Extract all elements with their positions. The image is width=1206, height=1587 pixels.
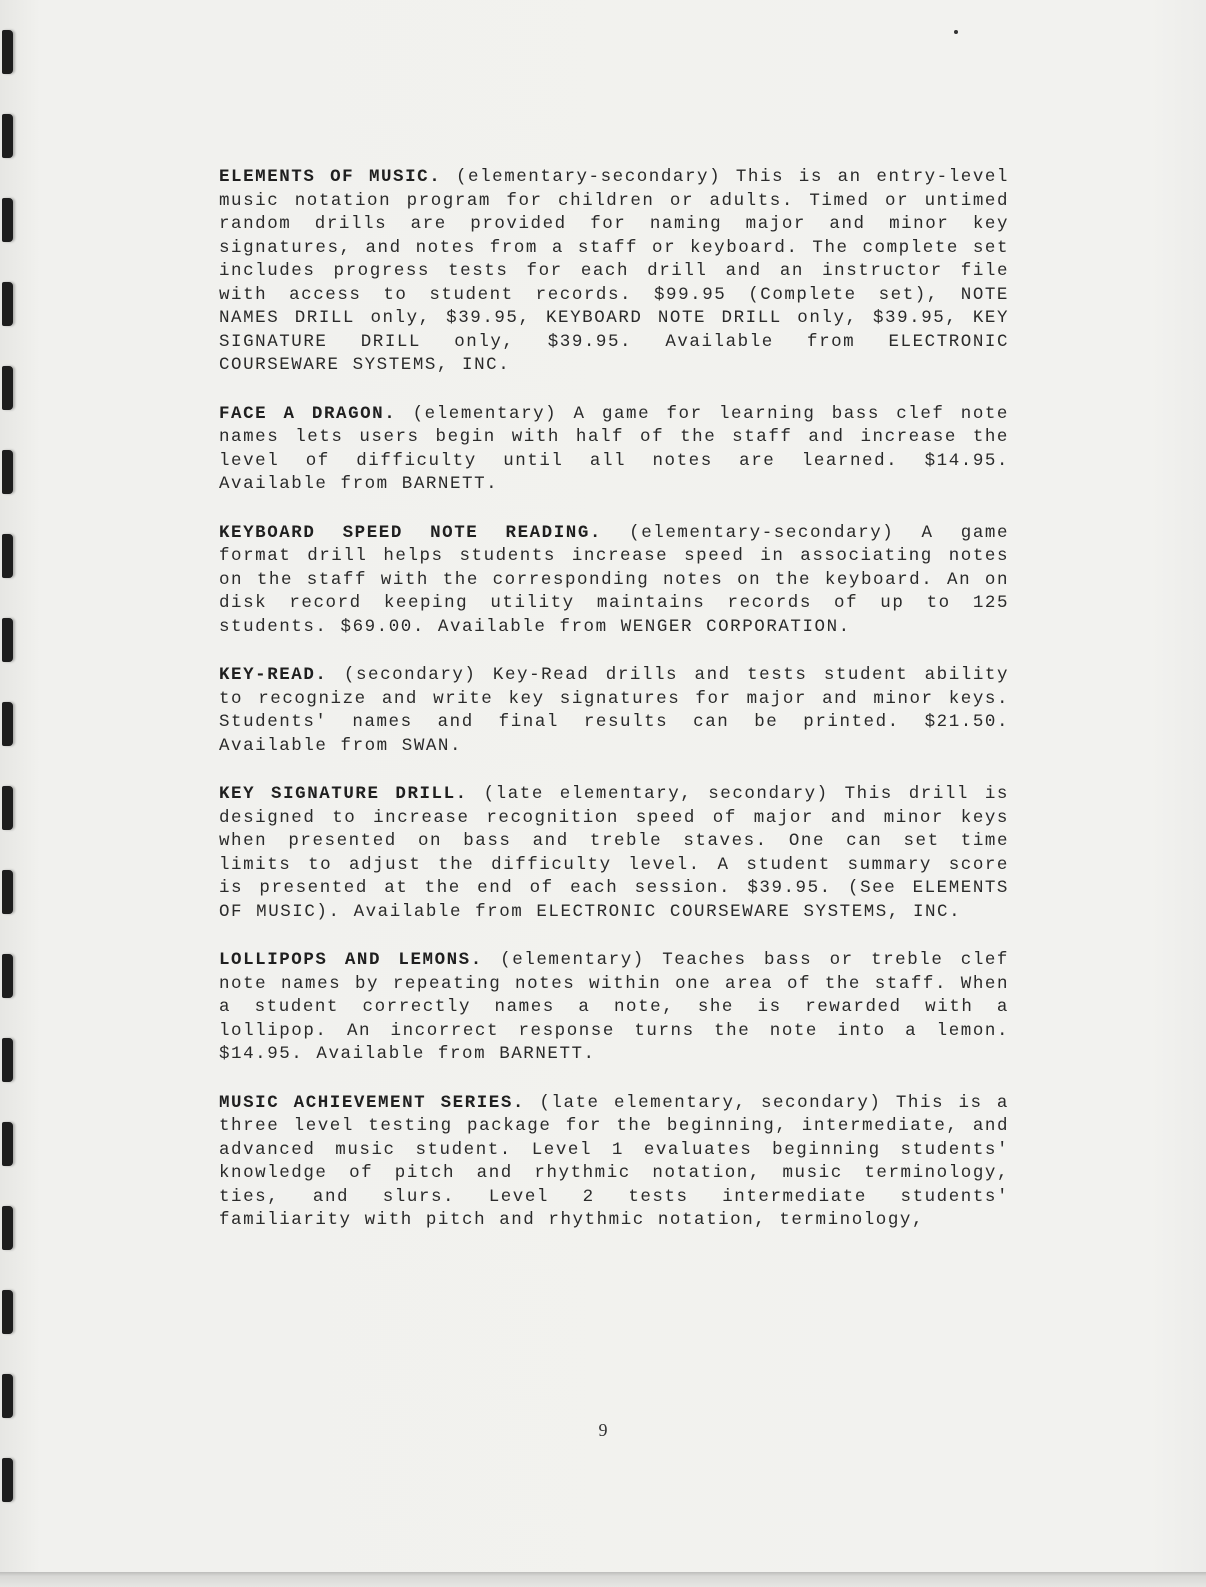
entry-paragraph xyxy=(219,949,1009,1067)
software-entry xyxy=(219,522,1009,640)
binding-hole xyxy=(2,1374,13,1418)
binding-hole xyxy=(2,534,13,578)
software-entry xyxy=(219,949,1009,1067)
binding-hole xyxy=(2,786,13,830)
entry-text: (elementary-secondary) This is an entry-level music notation program for children or adults. Timed or untimed random drills are provided for naming major and minor key signatures, and notes from a staff or keyboard. The complete set includes progress tests for each drill and an instructor file with access to student records. $99.95 (Complete set), NOTE NAMES DRILL only, $39.95, KEYBOARD NOTE DRILL only, $39.95, KEY SIGNATURE DRILL only, $39.95. Available from ELECTRONIC COURSEWARE SYSTEMS, INC. xyxy=(219,167,1009,375)
entry-title: KEY SIGNATURE DRILL. xyxy=(219,784,468,804)
binding-hole xyxy=(2,114,13,158)
binding-hole xyxy=(2,954,13,998)
entry-title: FACE A DRAGON. xyxy=(219,403,397,424)
binding-hole xyxy=(2,366,13,410)
binding-hole xyxy=(2,282,13,326)
document-body xyxy=(219,166,1009,1258)
entry-paragraph xyxy=(219,1092,1009,1233)
entry-title: KEYBOARD SPEED NOTE READING. xyxy=(219,522,602,543)
software-entry xyxy=(219,403,1009,497)
binding-hole xyxy=(2,1290,13,1334)
binding-hole xyxy=(2,30,13,74)
entry-text: (late elementary, secondary) This drill is designed to increase recognition speed of major and minor keys when presented on bass and treble staves. One can set time limits to adjust the difficulty level. A student summary score is presented at the end of each session. $39.95. (See ELEMENTS OF MUSIC). Available from ELECTRONIC COURSEWARE SYSTEMS, INC. xyxy=(219,784,1009,922)
binding-hole xyxy=(2,702,13,746)
entry-text: (elementary) A game for learning bass clef note names lets users begin with half of the staff and increase the level of difficulty until all notes are learned. $14.95. Available from BARNETT. xyxy=(219,403,1009,494)
page-number: 9 xyxy=(598,1420,608,1440)
entry-paragraph xyxy=(219,664,1009,758)
entry-text: (secondary) Key-Read drills and tests student ability to recognize and write key signatures for major and minor keys. Students' names and final results can be printed. $21.50. Available from SWAN. xyxy=(219,665,1009,756)
entry-text: (elementary) Teaches bass or treble clef note names by repeating notes within one area of the staff. When a student correctly names a note, she is rewarded with a lollipop. An incorrect response turns the note into a lemon. $14.95. Available from BARNETT. xyxy=(219,950,1009,1064)
binding-hole xyxy=(2,198,13,242)
entry-title: LOLLIPOPS AND LEMONS. xyxy=(219,950,483,970)
entry-title: MUSIC ACHIEVEMENT SERIES. xyxy=(219,1092,525,1113)
entry-title: ELEMENTS OF MUSIC. xyxy=(219,167,442,187)
software-entry xyxy=(219,783,1009,924)
entry-paragraph xyxy=(219,403,1009,497)
entry-text: (elementary-secondary) A game format drill helps students increase speed in associating notes on the staff with the corresponding notes on the keyboard. An on disk record keeping utility maintains records of up to 125 students. $69.00. Available from WENGER CORPORATION. xyxy=(219,522,1009,637)
binding-hole xyxy=(2,450,13,494)
software-entry xyxy=(219,166,1009,378)
software-entry xyxy=(219,664,1009,758)
entry-paragraph xyxy=(219,166,1009,378)
binding-hole xyxy=(2,1038,13,1082)
entry-paragraph xyxy=(219,783,1009,924)
binding-hole xyxy=(2,1458,13,1502)
binding-hole xyxy=(2,1122,13,1166)
entry-paragraph xyxy=(219,522,1009,640)
spiral-binding xyxy=(0,30,16,1560)
software-entry xyxy=(219,1092,1009,1233)
entry-text: (late elementary, secondary) This is a three level testing package for the beginning, intermediate, and advanced music student. Level 1 evaluates beginning students' knowledge of pitch and rhythmic notation, music terminology, ties, and slurs. Level 2 tests intermediate students' familiarity with pitch and rhythmic notation, terminology, xyxy=(219,1092,1009,1230)
binding-hole xyxy=(2,618,13,662)
binding-hole xyxy=(2,870,13,914)
binding-hole xyxy=(2,1206,13,1250)
scan-speck xyxy=(954,30,958,34)
page-bottom-edge xyxy=(0,1572,1206,1587)
entry-title: KEY-READ. xyxy=(219,665,328,685)
